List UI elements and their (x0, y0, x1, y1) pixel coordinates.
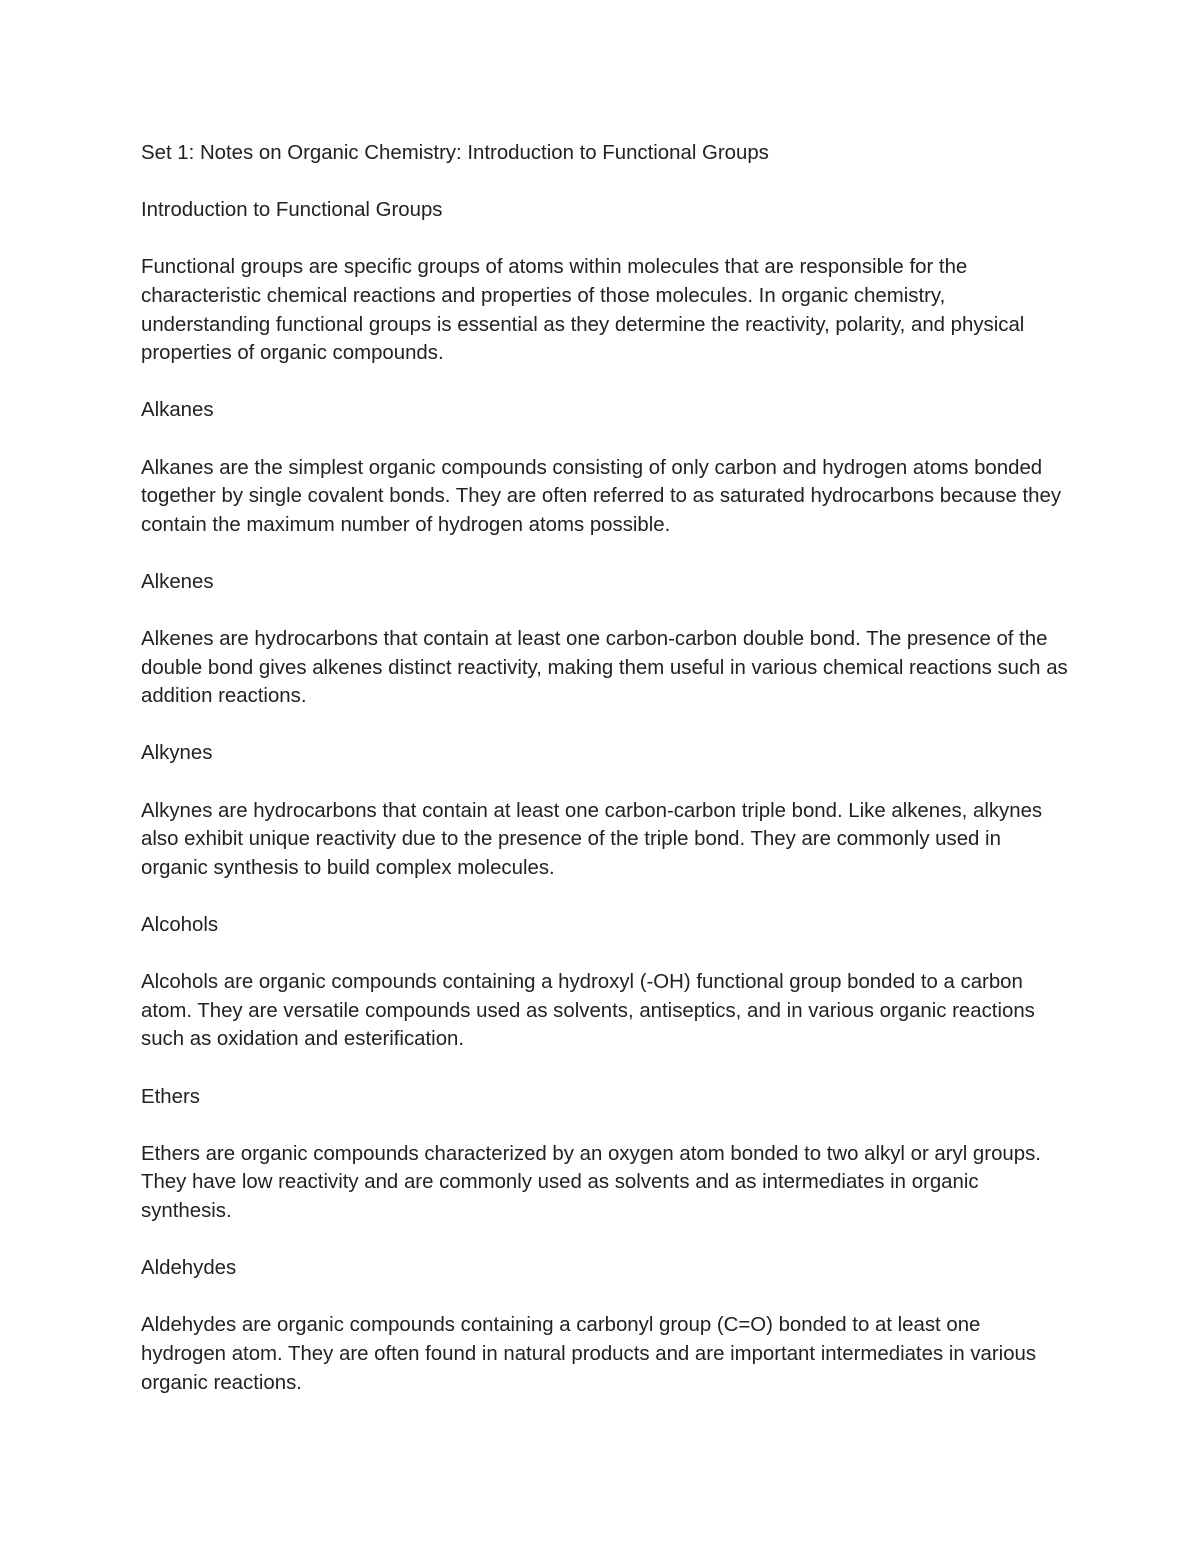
section-body-alkynes: Alkynes are hydrocarbons that contain at least one carbon-carbon triple bond. Like alkenes, alkynes also exhibit unique reactivity due to the presence of the triple bond. They are commonly used in organic synthesis to build complex molecules. (141, 799, 1043, 879)
section-body-alkenes: Alkenes are hydrocarbons that contain at least one carbon-carbon double bond. The presence of the double bond gives alkenes distinct reactivity, making them useful in various chemical reactions such as addition reactions. (141, 628, 1068, 708)
section-heading-alkynes: Alkynes (141, 742, 213, 765)
section-heading-ethers: Ethers (141, 1085, 200, 1108)
section-heading-aldehydes: Aldehydes (141, 1257, 237, 1280)
section-body-alkanes: Alkanes are the simplest organic compounds consisting of only carbon and hydrogen atoms bonded together by single covalent bonds. They are often referred to as saturated hydrocarbons because they contain the maximum number of hydrogen atoms possible. (141, 456, 1062, 536)
section-body-aldehydes: Aldehydes are organic compounds containing a carbonyl group (C=O) bonded to at least one hydrogen atom. They are often found in natural products and are important intermediates in various organic reactions. (141, 1314, 1037, 1394)
section-heading-alkenes: Alkenes (141, 570, 214, 593)
document-title: Set 1: Notes on Organic Chemistry: Introduction to Functional Groups (141, 142, 769, 164)
section-body-ethers: Ethers are organic compounds characterized by an oxygen atom bonded to two alkyl or aryl groups. They have low reactivity and are commonly used as solvents and as intermediates in organic synthesis. (141, 1142, 1041, 1222)
section-heading-alkanes: Alkanes (141, 399, 214, 422)
document-content (141, 139, 1071, 1426)
section-heading-alcohols: Alcohols (141, 914, 219, 937)
intro-paragraph: Functional groups are specific groups of atoms within molecules that are responsible for the characteristic chemical reactions and properties of those molecules. In organic chemistry, understanding functional groups is essential as they determine the reactivity, polarity, and physical properties of organic compounds. (141, 256, 1025, 365)
section-body-alcohols: Alcohols are organic compounds containing a hydroxyl (-OH) functional group bonded to a carbon atom. They are versatile compounds used as solvents, antiseptics, and in various organic reactions such as oxidation and esterification. (141, 971, 1035, 1051)
intro-heading: Introduction to Functional Groups (141, 199, 443, 222)
